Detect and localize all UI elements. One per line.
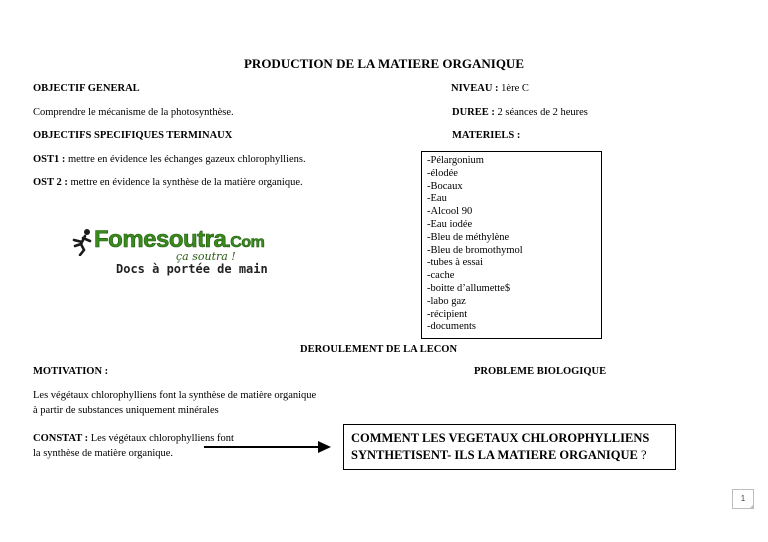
materiel-item: -Bleu de méthylène — [427, 231, 510, 243]
fomesoutra-logo — [72, 224, 312, 280]
ost2-label: OST 2 : — [33, 177, 68, 188]
document-title: PRODUCTION DE LA MATIERE ORGANIQUE — [243, 56, 524, 71]
materiel-item: -Bocaux — [427, 180, 463, 192]
ost1-text: mettre en évidence les échanges gazeux chlorophylliens. — [65, 154, 306, 165]
materiel-item: -élodée — [427, 167, 458, 179]
materiel-item: -récipient — [427, 308, 468, 320]
materiel-item: -boitte d’allumette$ — [427, 282, 511, 294]
probleme-question-mark: ? — [637, 448, 647, 462]
materiel-item: -Pélargonium — [427, 155, 484, 166]
deroulement-heading: DEROULEMENT DE LA LECON — [300, 344, 458, 355]
duree-label: DUREE : — [452, 107, 495, 118]
runner-icon — [72, 228, 96, 256]
motivation-line-2: à partir de substances uniquement minérales — [33, 405, 219, 416]
ost2-line — [33, 176, 303, 189]
motivation-heading: MOTIVATION : — [33, 366, 109, 377]
niveau-label: NIVEAU : — [451, 83, 499, 94]
probleme-question-box — [343, 424, 676, 470]
materiel-item: -tubes à essai — [427, 257, 483, 269]
ost1-line — [33, 153, 306, 166]
objectif-general-text: Comprendre le mécanisme de la photosynthèse. — [33, 107, 234, 118]
objectif-general-heading: OBJECTIF GENERAL — [33, 83, 140, 94]
constat-line-2: la synthèse de matière organique. — [33, 448, 174, 459]
ost1-label: OST1 : — [33, 154, 66, 165]
constat-label: CONSTAT : — [33, 433, 89, 444]
niveau-value: 1ère C — [498, 83, 529, 94]
logo-main-text: Fomesoutra — [94, 226, 227, 253]
logo-suffix: .Com — [226, 234, 265, 251]
niveau-line — [451, 82, 529, 95]
logo-script: ça soutra ! — [176, 250, 236, 263]
logo-tagline: Docs à portée de main — [116, 262, 268, 276]
materiel-item: -Bleu de bromothymol — [427, 244, 523, 256]
materiel-item: -documents — [427, 321, 476, 333]
materiel-item: -cache — [427, 270, 455, 282]
constat-text-1: Les végétaux chlorophylliens font — [88, 433, 234, 444]
motivation-line-1: Les végétaux chlorophylliens font la synthèse de matière organique — [33, 390, 317, 401]
arrow-right-icon — [204, 440, 332, 454]
materiel-item: -Eau iodée — [427, 218, 473, 230]
probleme-line-2 — [351, 447, 675, 464]
materiel-item: -Eau — [427, 193, 447, 205]
objectifs-specifiques-heading: OBJECTIFS SPECIFIQUES TERMINAUX — [33, 130, 233, 141]
page-number: 1 — [732, 489, 754, 509]
materiel-item: -labo gaz — [427, 295, 466, 307]
probleme-heading: PROBLEME BIOLOGIQUE — [474, 366, 607, 377]
probleme-line-1: COMMENT LES VEGETAUX CHLOROPHYLLIENS — [351, 431, 650, 445]
materiel-item: -Alcool 90 — [427, 206, 473, 218]
materiels-heading: MATERIELS : — [452, 130, 521, 141]
duree-value: 2 séances de 2 heures — [494, 107, 588, 118]
ost2-text: mettre en évidence la synthèse de la matière organique. — [67, 177, 303, 188]
probleme-line-2-text: SYNTHETISENT- ILS LA MATIERE ORGANIQUE — [351, 448, 638, 462]
duree-line — [452, 106, 588, 119]
materiels-list — [421, 151, 602, 339]
